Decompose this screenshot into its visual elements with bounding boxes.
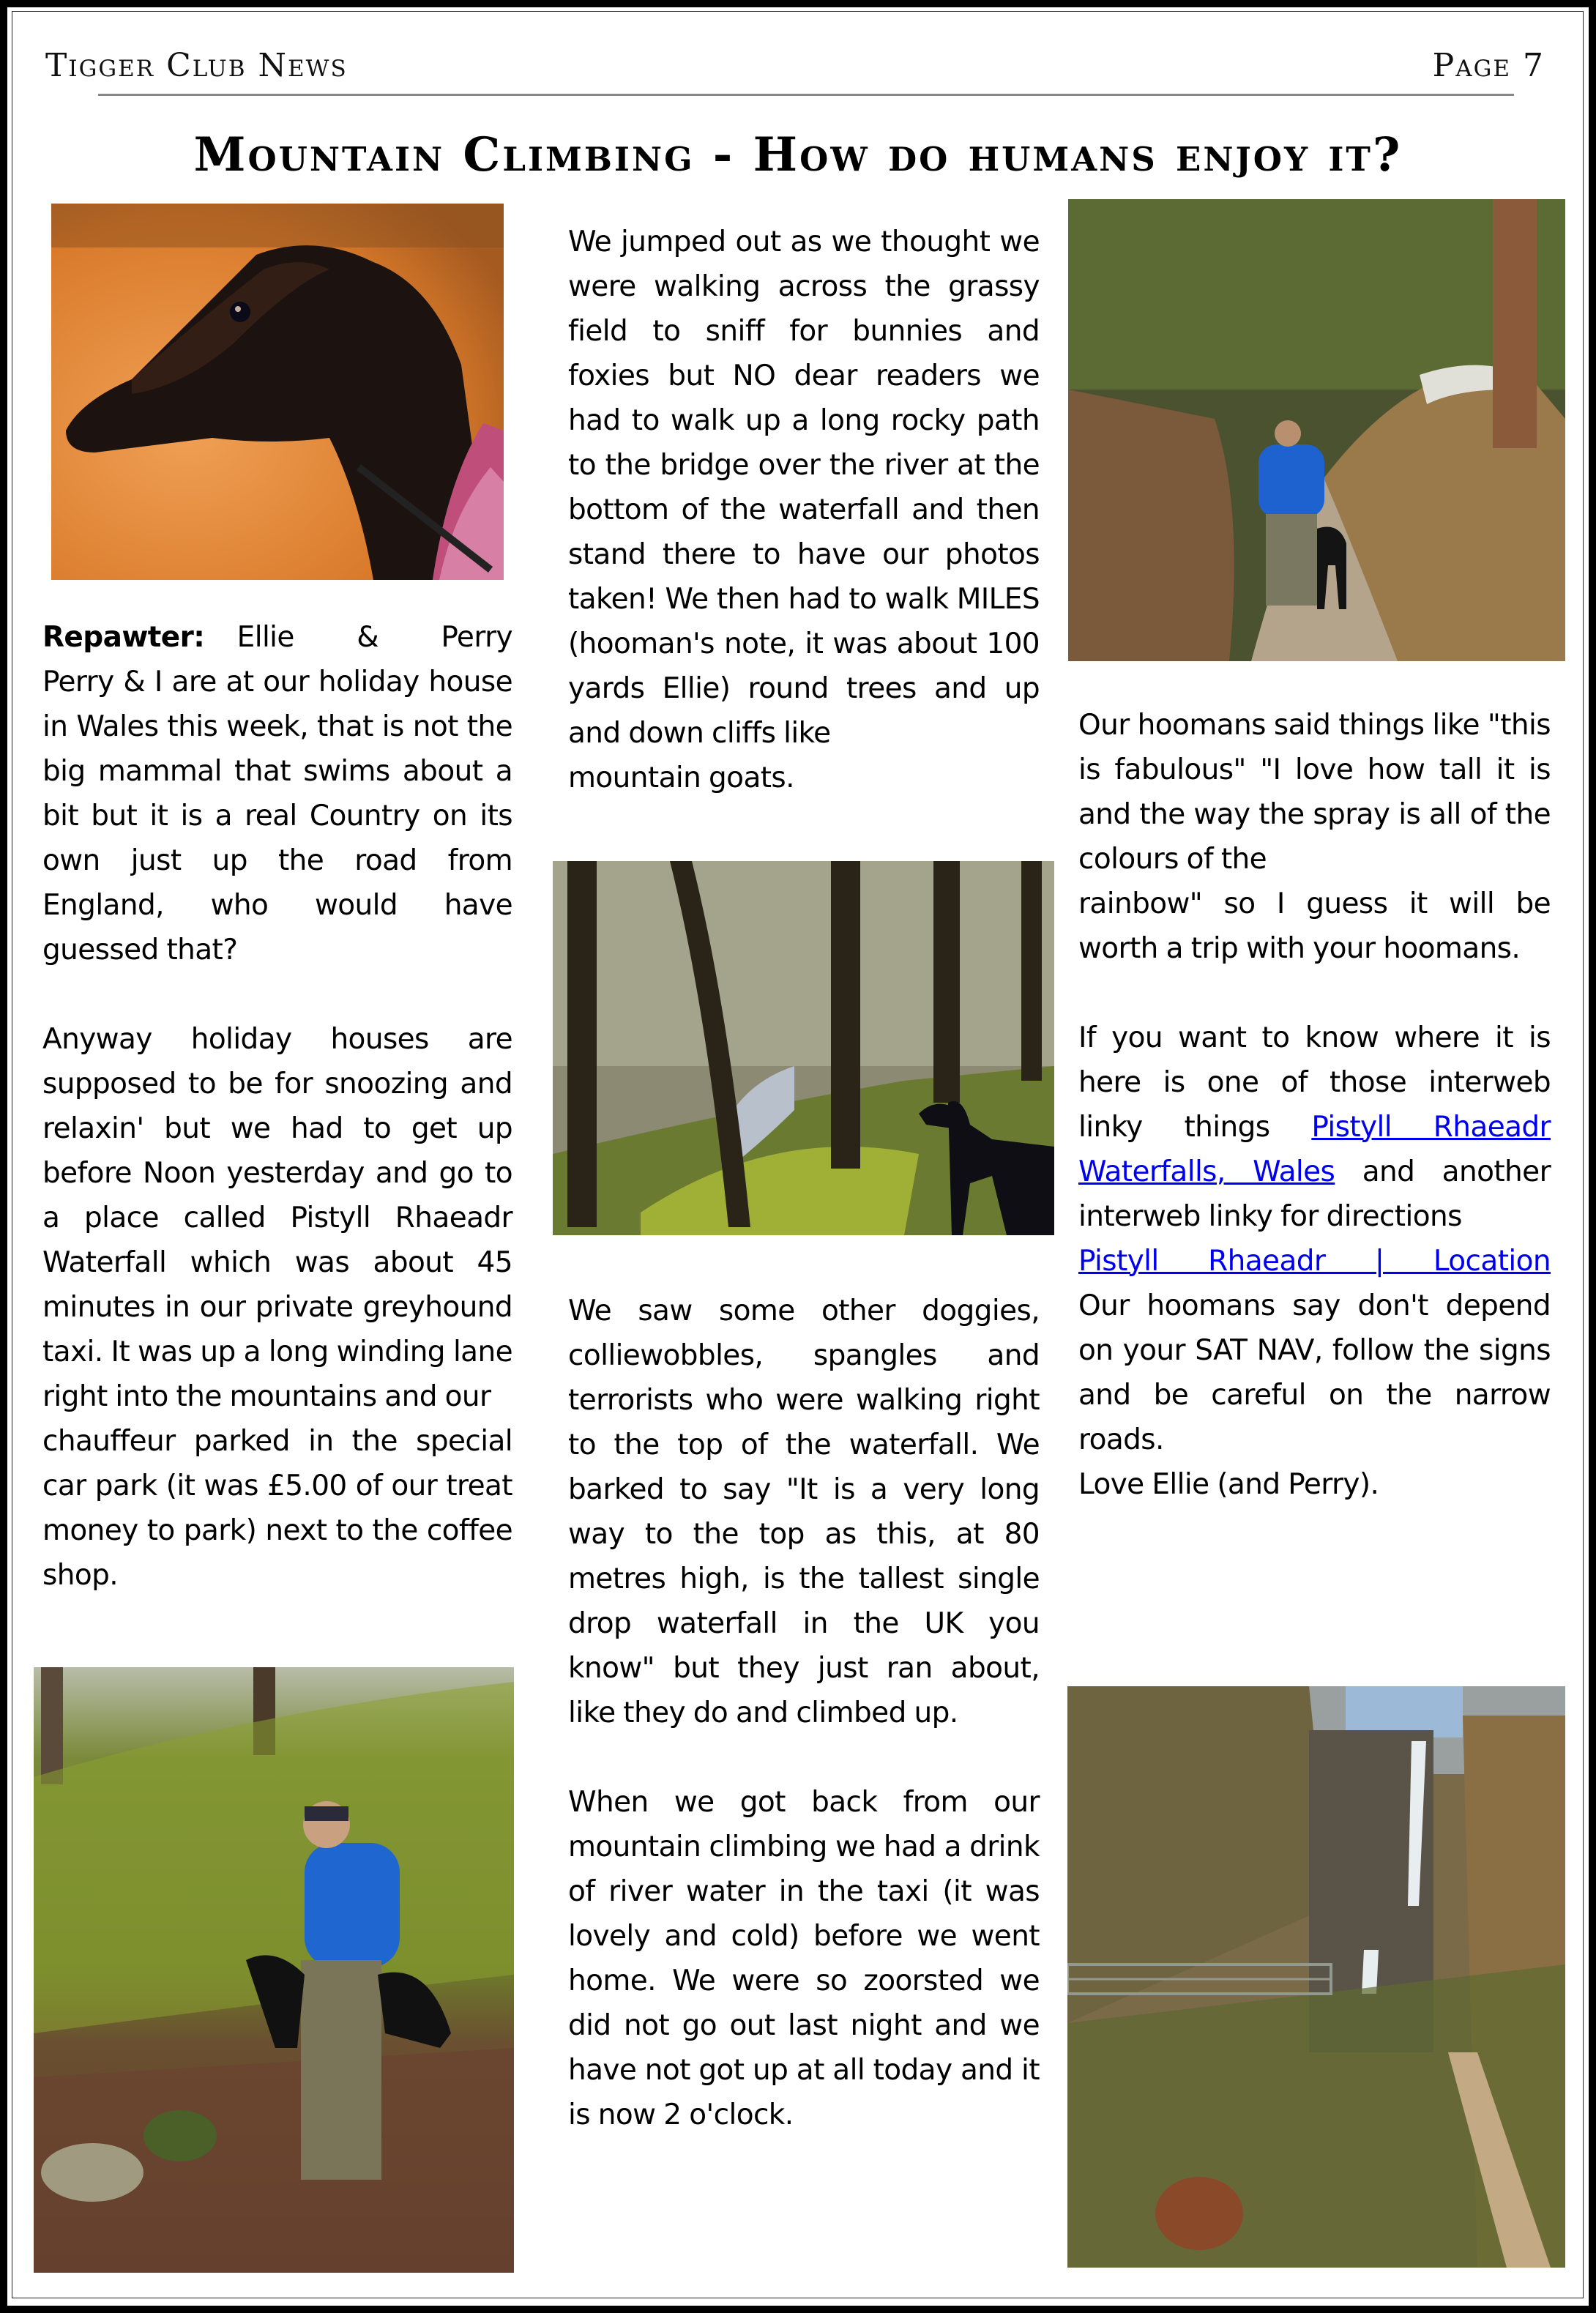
links-middle-text: and another interweb linky for directions (1078, 1155, 1551, 1233)
link-pistyll-rhaeadr-location[interactable]: Pistyll Rhaeadr | Location (1078, 1245, 1551, 1278)
byline-names: Ellie & Perry (236, 621, 512, 654)
paragraph-chauffeur: chauffeur parked in the special car park (it was £5.00 of our treat money to park) next to the coffee shop. (42, 1425, 512, 1592)
paragraph-rainbow: rainbow" so I guess it will be worth a trip with your hoomans. (1078, 887, 1551, 965)
column-2-text-top (568, 220, 1040, 800)
byline (42, 615, 512, 660)
photo-man-with-dogs-mossy-slope (34, 1667, 514, 2273)
paragraph-holiday-part1: Anyway holiday houses are supposed to be for snoozing and relaxin' but we had to get up before Noon yesterday and go to a place called Pistyll Rhaeadr Waterfall which was about 45 minutes in our private greyhound taxi. It was up a long winding lane right into the mountains and our (42, 1023, 512, 1413)
paragraph-walk: We jumped out as we thought we were walking across the grassy field to sniff for bunnies and foxies but NO dear readers we had to walk up a long rocky path to the bridge over the river at the bottom of the waterfall and then stand there to have our photos taken! We then had to walk MILES (hooman's note, it was about 100 yards Ellie) round trees and up and down cliffs like (568, 226, 1040, 750)
newsletter-page (7, 7, 1589, 2306)
link-pistyll-rhaeadr-waterfalls[interactable]: Pistyll Rhaeadr Waterfalls, Wales (1078, 1111, 1551, 1188)
photo-pistyll-rhaeadr-waterfall (1067, 1686, 1565, 2268)
paragraph-holiday (42, 1017, 512, 1419)
paragraph-sat-nav: Our hoomans say don't depend on your SAT NAV, follow the signs and be careful on the narrow roads. (1078, 1289, 1551, 1456)
column-2-text-bottom (568, 1289, 1040, 2137)
column-3-text (1078, 703, 1551, 1507)
photo-man-walking-dog-path (1068, 199, 1565, 661)
links-intro-text: If you want to know where it is here is one of those interweb linky things (1078, 1021, 1551, 1144)
paragraph-walk-end: mountain goats. (568, 761, 794, 794)
paragraph-home: When we got back from our mountain climbing we had a drink of river water in the taxi (it was lovely and cold) before we went home. We were so zoorsted we did not go out last night and we have not got up at all today and it is now 2 o'clock. (568, 1786, 1040, 2131)
publication-name: Tigger Club News (45, 47, 348, 84)
paragraph-other-dogs: We saw some other doggies, colliewobbles, spangles and terrorists who were walking right to the top of the waterfall. We barked to say "It is a very long way to the top as this, at 80 metres high, is the tallest single drop waterfall in the UK you know" but they just ran about, like they do and climbed up. (568, 1295, 1040, 1729)
header-divider (98, 94, 1514, 96)
paragraph-hoomans-said: Our hoomans said things like "this is fabulous" "I love how tall it is and the way the spray is all of the colours of the (1078, 709, 1551, 876)
byline-label: Repawter: (42, 621, 205, 654)
column-1-text (42, 615, 512, 1598)
paragraph-links (1078, 1016, 1551, 1284)
photo-greyhound-portrait (51, 204, 504, 580)
signoff: Love Ellie (and Perry). (1078, 1468, 1379, 1501)
paragraph-intro: Perry & I are at our holiday house in Wales this week, that is not the big mammal that swims about a bit but it is a real Country on its own just up the road from England, who would have guessed that? (42, 666, 512, 966)
page-number: Page 7 (1432, 47, 1545, 84)
article-title: Mountain Climbing - How do humans enjoy it? (193, 127, 1403, 182)
photo-greyhound-forest-stream (553, 861, 1054, 1235)
